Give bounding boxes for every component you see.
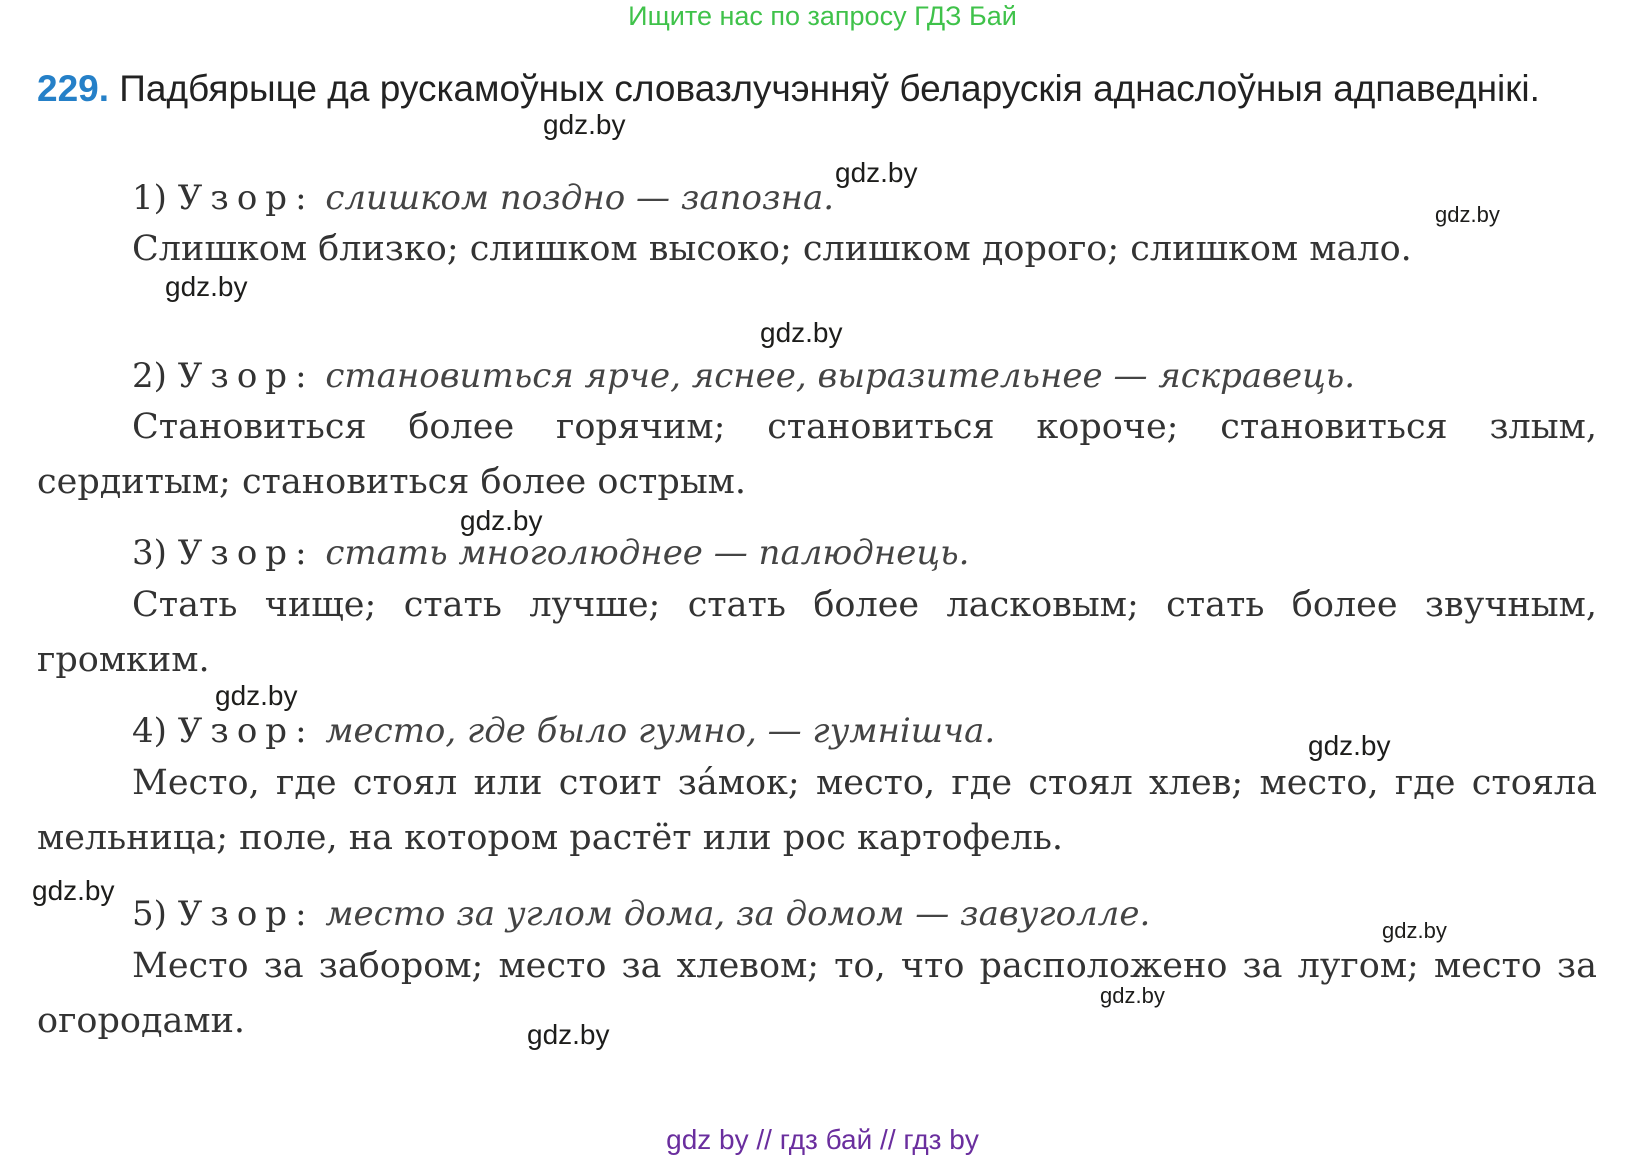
pattern-label: Узор: bbox=[177, 711, 315, 751]
task-number: 229. bbox=[37, 68, 110, 109]
watermark: gdz.by bbox=[760, 317, 843, 348]
pattern-label: Узор: bbox=[177, 356, 315, 396]
answer-5: Место за забором; место за хлевом; то, что расположено за лугом; место за огородами. bbox=[37, 946, 1597, 1041]
pattern-example: место за углом дома, за домом — завуголле. bbox=[325, 894, 1151, 934]
watermark: gdz.by bbox=[1308, 730, 1391, 761]
pattern-example: становиться ярче, яснее, выразительнее — яскравець. bbox=[325, 356, 1356, 396]
pattern-example: место, где было гумно, — гумнішча. bbox=[325, 711, 996, 751]
answer-4: Место, где стоял или стоит за́мок; место, где стоял хлев; место, где стояла мельница; поле, на котором растёт или рос картофель. bbox=[37, 763, 1597, 858]
pattern-2 bbox=[132, 352, 1355, 400]
pattern-label: Узор: bbox=[177, 894, 315, 934]
answer-3: Стать чище; стать лучше; стать более ласковым; стать более звучным, громким. bbox=[37, 585, 1597, 680]
watermark: gdz.by bbox=[527, 1019, 610, 1050]
watermark: gdz.by bbox=[1435, 202, 1500, 227]
watermark: gdz.by bbox=[543, 109, 626, 140]
pattern-5 bbox=[132, 890, 1150, 938]
answer-2: Становиться более горячим; становиться короче; становиться злым, сердитым; становиться более острым. bbox=[37, 407, 1597, 502]
pattern-example: стать многолюднее — палюднець. bbox=[325, 533, 970, 573]
watermark: gdz.by bbox=[835, 157, 918, 188]
watermark: gdz.by bbox=[1382, 918, 1447, 943]
pattern-4 bbox=[132, 707, 995, 755]
item-number: 2) bbox=[132, 356, 167, 396]
watermark: gdz.by bbox=[32, 875, 115, 906]
task-instruction: Падбярыце да рускамоўных словазлучэнняў беларускія аднаслоўныя адпаведнікі. bbox=[119, 68, 1540, 109]
pattern-example: слишком поздно — запозна. bbox=[325, 178, 835, 218]
task-heading bbox=[37, 63, 1597, 115]
watermark: gdz.by bbox=[1100, 983, 1165, 1008]
watermark: gdz.by bbox=[165, 271, 248, 302]
pattern-label: Узор: bbox=[177, 533, 315, 573]
footer-links: gdz by // гдз бай // гдз by bbox=[666, 1124, 979, 1155]
pattern-3 bbox=[132, 529, 969, 577]
item-number: 4) bbox=[132, 711, 167, 751]
item-number: 3) bbox=[132, 533, 167, 573]
pattern-label: Узор: bbox=[177, 178, 315, 218]
item-number: 5) bbox=[132, 894, 167, 934]
pattern-1 bbox=[132, 174, 834, 222]
watermark: gdz.by bbox=[460, 505, 543, 536]
top-banner: Ищите нас по запросу ГДЗ Бай bbox=[628, 1, 1017, 31]
answer-1: Слишком близко; слишком высоко; слишком дорого; слишком мало. bbox=[132, 229, 1412, 269]
item-number: 1) bbox=[132, 178, 167, 218]
watermark: gdz.by bbox=[215, 680, 298, 711]
